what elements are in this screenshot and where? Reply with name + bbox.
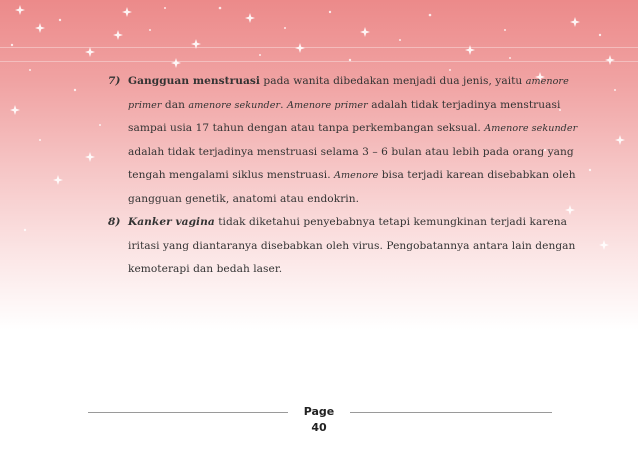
text-line: adalah tidak terjadinya menstruasi selama 3 – 6 bulan atau lebih pada orang yang	[128, 145, 574, 158]
text-line: tengah mengalami siklus menstruasi. Amenore bisa terjadi karean disebabkan oleh	[128, 169, 576, 181]
list-number: 7)	[108, 75, 121, 87]
page-number: Page 40	[303, 405, 335, 434]
decorative-band	[0, 61, 638, 62]
document-body	[108, 70, 578, 282]
page-footer	[0, 404, 638, 434]
decorative-band	[0, 47, 638, 48]
text-line: Kanker vagina tidak diketahui penyebabnya tetapi kemungkinan terjadi karena	[128, 216, 567, 228]
text-line: sampai usia 17 tahun dengan atau tanpa perkembangan seksual. Amenore sekunder	[128, 122, 578, 134]
footer-rule-right	[350, 412, 552, 413]
list-item-7	[108, 70, 578, 211]
text-line: gangguan genetik, anatomi atau endokrin.	[128, 192, 360, 205]
text-line: iritasi yang diantaranya disebabkan oleh virus. Pengobatannya antara lain dengan	[128, 239, 576, 252]
text-line: kemoterapi dan bedah laser.	[128, 263, 283, 275]
list-number: 8)	[108, 216, 121, 228]
text-line: Gangguan menstruasi pada wanita dibedakan menjadi dua jenis, yaitu amenore	[128, 75, 569, 87]
text-line: primer dan amenore sekunder. Amenore primer adalah tidak terjadinya menstruasi	[128, 98, 561, 111]
footer-rule-left	[88, 412, 288, 413]
list-item-8	[108, 211, 576, 282]
